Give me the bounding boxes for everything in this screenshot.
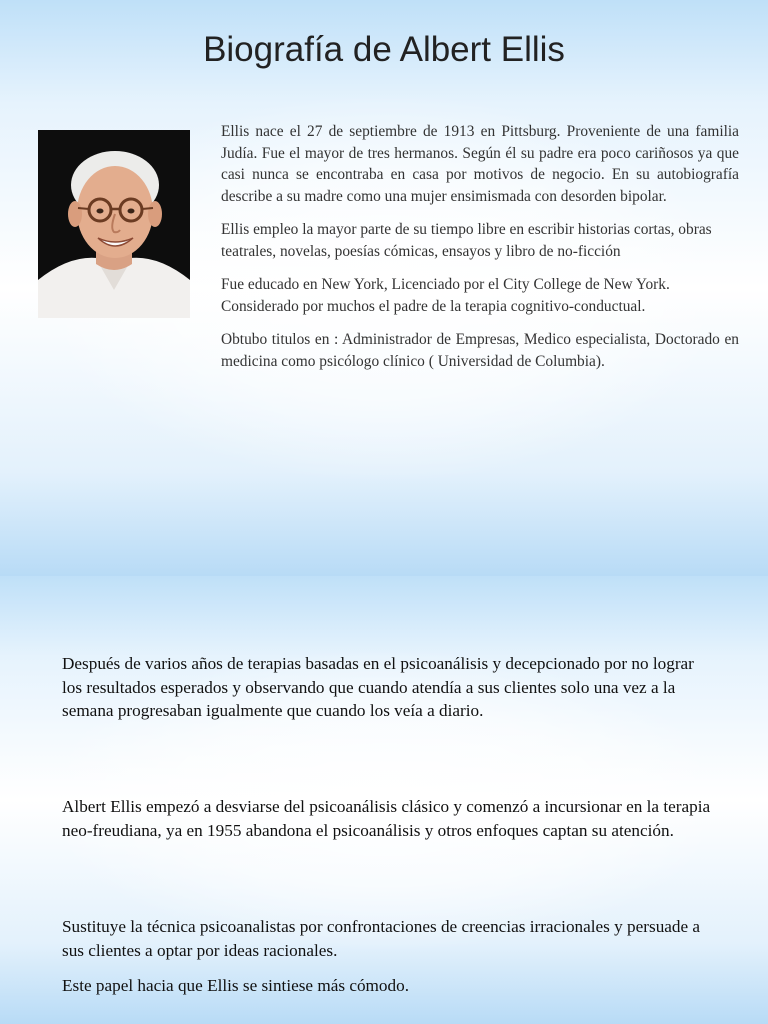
career-text-block-3 [62,915,712,962]
career-paragraph-1: Después de varios años de terapias basadas en el psicoanálisis y decepcionado por no lograr los resultados esperados y observando que cuando atendía a sus clientes solo una vez a la semana progresaban igualmente que cuando los veía a diario. [62,654,694,720]
slide-title: Biografía de Albert Ellis [203,30,565,69]
bio-paragraph-4: Obtubo titulos en : Administrador de Empresas, Medico especialista, Doctorado en medicina como psicólogo clínico ( Universidad de Columbia). [221,331,739,370]
biography-text [221,121,739,384]
bio-paragraph-1: Ellis nace el 27 de septiembre de 1913 en Pittsburg. Proveniente de una familia Judía. Fue el mayor de tres hermanos. Según él su padre era poco cariñosos ya que casi nunca se encontraba en casa por motivos de negocio. En su autobiografía describe a su madre como una mujer ensimismada con desorden bipolar. [221,123,739,205]
portrait-photo [38,130,190,318]
career-text-block-1 [62,652,712,723]
career-paragraph-2: Albert Ellis empezó a desviarse del psicoanálisis clásico y comenzó a incursionar en la terapia neo-freudiana, ya en 1955 abandona el psicoanálisis y otros enfoques captan su atención. [62,797,711,840]
career-paragraph-3: Sustituye la técnica psicoanalistas por confrontaciones de creencias irracionales y persuade a sus clientes a optar por ideas racionales. [62,917,701,960]
career-paragraph-4: Este papel hacia que Ellis se sintiese más cómodo. [62,976,409,995]
bio-paragraph-2: Ellis empleo la mayor parte de su tiempo libre en escribir historias cortas, obras teatrales, novelas, poesías cómicas, ensayos y libro de no-ficción [221,221,712,260]
career-text-block-4 [62,974,712,998]
bio-paragraph-3: Fue educado en New York, Licenciado por el City College de New York. Considerado por muchos el padre de la terapia cognitivo-conductual. [221,276,670,315]
slide-2 [0,576,768,1024]
career-text-block-2 [62,795,712,842]
